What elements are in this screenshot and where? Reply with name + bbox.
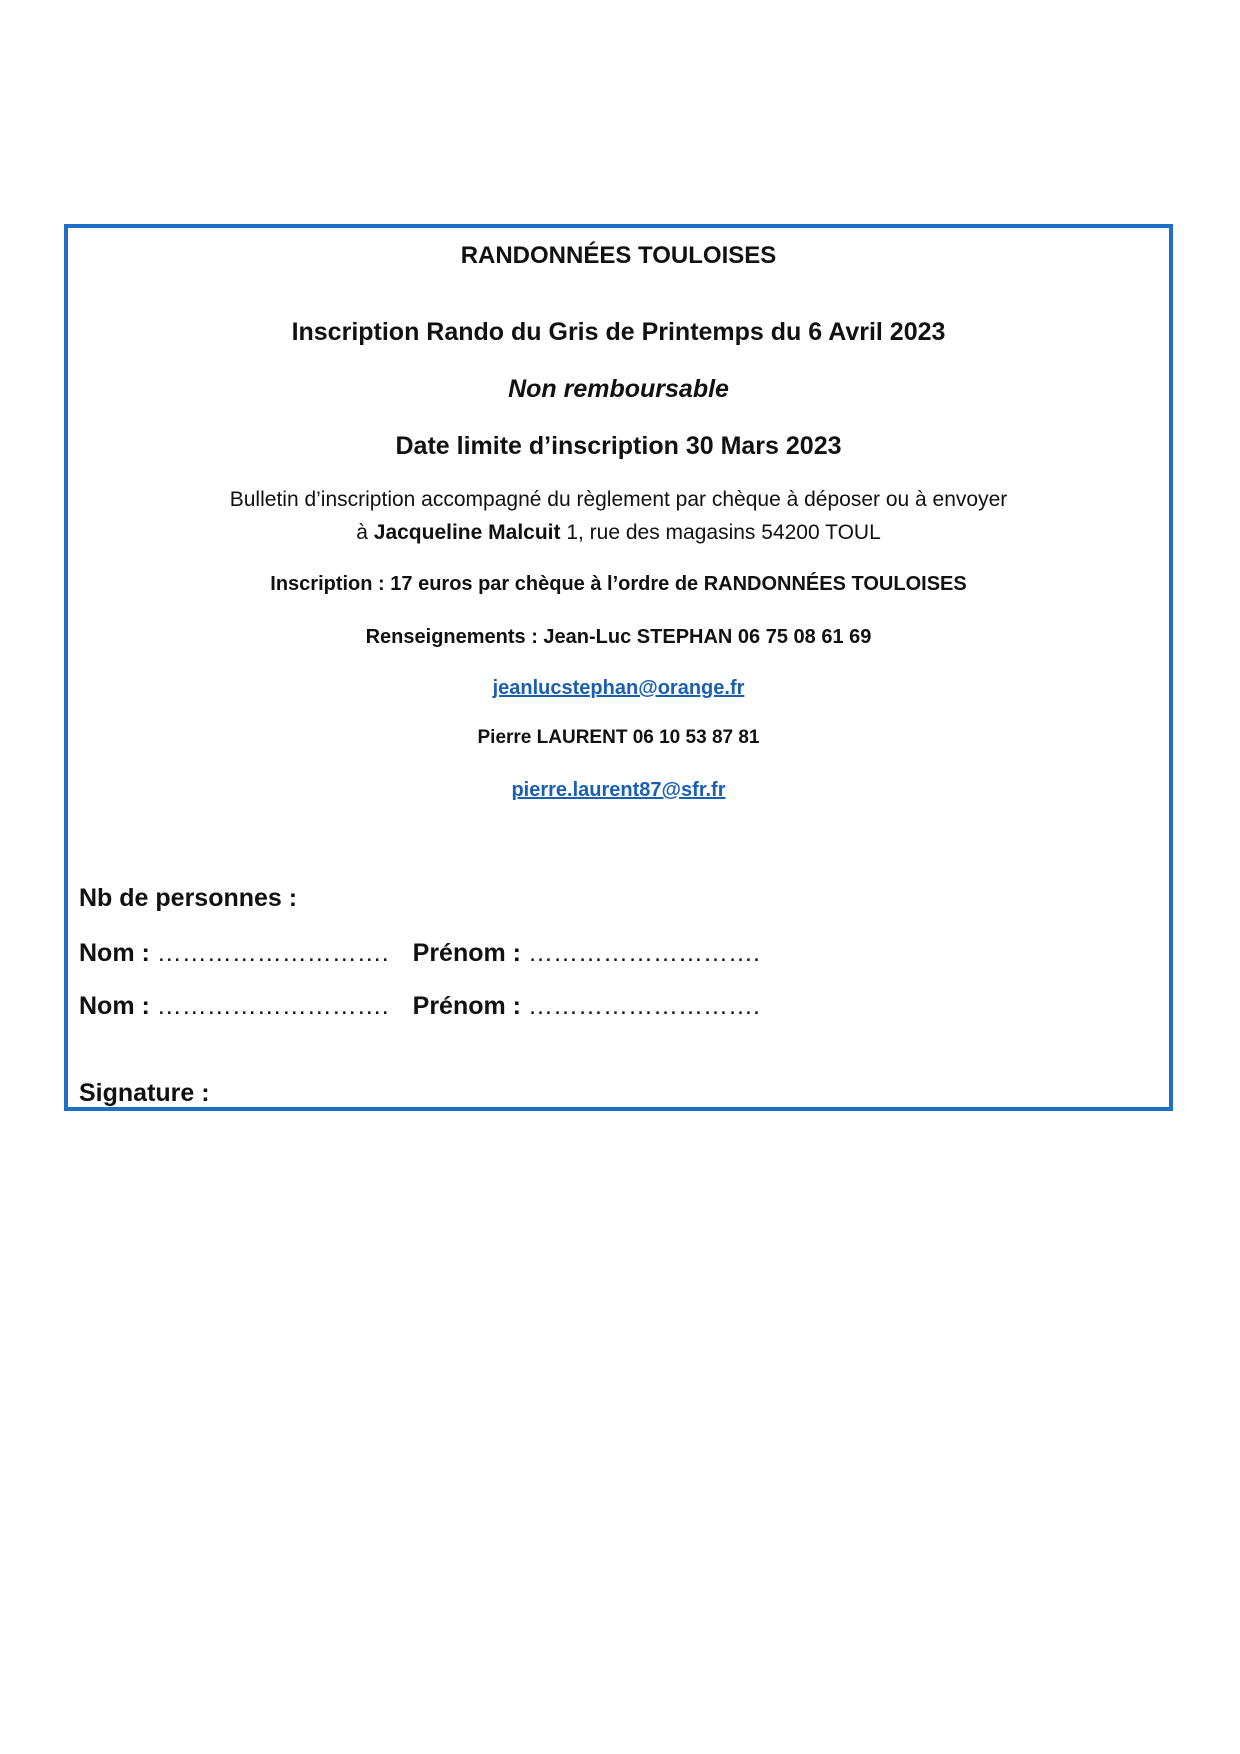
email-line-1 [68,677,1169,700]
bulletin-prefix: à [356,521,374,544]
prenom-label: Prénom : [412,939,521,967]
signature-field[interactable]: Signature : [79,1079,210,1107]
nom-label: Nom : [79,939,150,967]
recipient-name: Jacqueline Malcuit [373,521,561,544]
non-refundable-notice: Non remboursable [508,375,729,403]
email-line-2 [68,779,1169,802]
name-row-2 [79,992,760,1021]
registration-fee: Inscription : 17 euros par chèque à l’ordre de RANDONNÉES TOULOISES [270,573,967,595]
prenom-label: Prénom : [412,992,521,1020]
nom-blank-1[interactable]: ………………………. [156,939,389,967]
prenom-blank-1[interactable]: ………………………. [527,939,760,967]
recipient-address: 1, rue des magasins 54200 TOUL [560,521,881,544]
contact-info-2: Pierre LAURENT 06 10 53 87 81 [477,727,760,748]
registration-form-box [64,224,1173,1111]
nom-blank-2[interactable]: ………………………. [156,992,389,1020]
name-row-1 [79,939,760,968]
bulletin-instructions-line2 [68,521,1169,545]
nom-label: Nom : [79,992,150,1020]
bulletin-instructions-line1: Bulletin d’inscription accompagné du règlement par chèque à déposer ou à envoyer [229,488,1008,511]
registration-deadline: Date limite d’inscription 30 Mars 2023 [395,432,842,460]
organization-title: RANDONNÉES TOULOISES [460,242,777,269]
nb-personnes-field[interactable]: Nb de personnes : [79,884,298,912]
event-title: Inscription Rando du Gris de Printemps du 6 Avril 2023 [291,318,946,346]
contact-info-1: Renseignements : Jean-Luc STEPHAN 06 75 08 61 69 [365,626,872,648]
email-link-2[interactable]: pierre.laurent87@sfr.fr [511,779,726,801]
email-link-1[interactable]: jeanlucstephan@orange.fr [492,677,745,699]
prenom-blank-2[interactable]: ………………………. [527,992,760,1020]
